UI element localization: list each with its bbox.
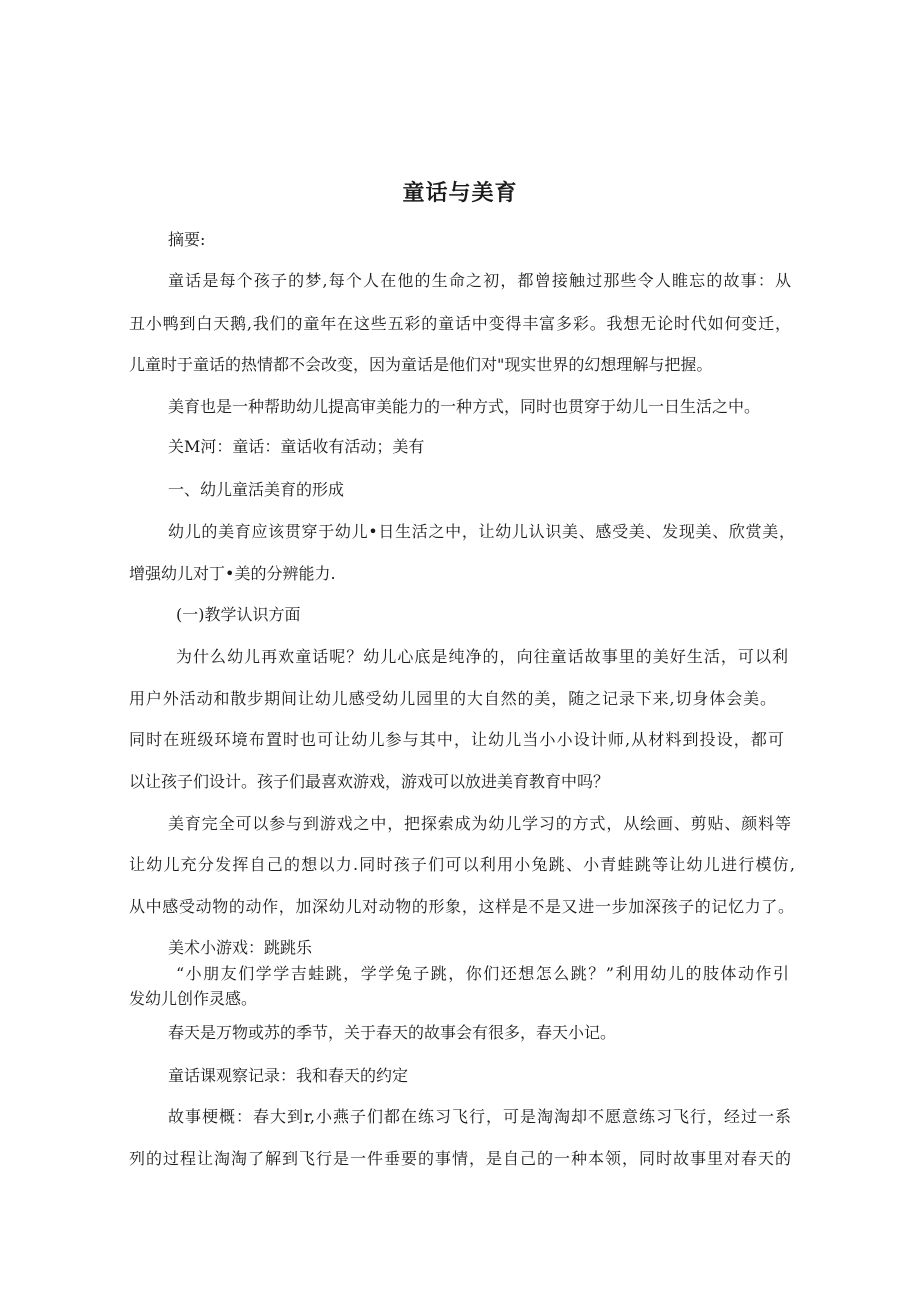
paragraph-line: 以让孩子们设计。孩子们最喜欢游戏，游戏可以放进美育教育中吗？ [129,772,610,791]
paragraph-line: 列的过程让淘淘了解到飞行是一件垂要的事情，是自己的一种本领，同时故事里对春天的 [129,1149,791,1168]
paragraph-line: 童话是每个孩子的梦,每个人在他的生命之初，都曾接触过那些令人睢忘的故事：从 [168,271,791,290]
paragraph-line: 从中感受动物的动作，加深幼儿对动物的形象，这样是不是又进一步加深孩子的记忆力了。 [129,897,794,916]
paragraph-line: 丑小鸭到白天鹅,我们的童年在这些五彩的童话中变得丰富多彩。我想无论时代如何变迁， [129,314,791,333]
paragraph-line: 增强幼儿对丁•美的分辨能力. [129,564,336,583]
paragraph-line: 儿童时于童话的热情都不会改变，因为童话是他们对"现实世界的幻想理解与把握。 [129,355,713,374]
paragraph-line: 同时在班级环境布置时也可让幼儿参与其中，让幼儿当小小设计师,从材料到投设，都可 [129,730,784,749]
record-title: 童话课观察记录：我和春天的约定 [168,1066,409,1085]
document-title: 童话与美育 [402,181,518,206]
abstract-heading: 摘要: [168,230,206,249]
paragraph-line: 用户外活动和散步期间让幼儿感受幼儿园里的大自然的美，随之记录下来,切身体会美。 [129,689,776,708]
game-title: 美术小游戏：跳跳乐 [168,938,313,957]
paragraph-line: 美育完全可以参与到游戏之中，把探索成为幼儿学习的方式，从绘画、剪贴、颜料等 [168,814,791,833]
paragraph-line: 让幼儿充分发挥自己的想以力.同时孩子们可以利用小兔跳、小青蛙跳等让幼儿进行模仿, [129,855,795,874]
paragraph-line: 发幼儿创作灵感。 [129,989,258,1008]
paragraph-line: 美育也是一种帮助幼儿提高审美能力的一种方式，同时也贯穿于幼儿一日生活之中。 [168,397,761,416]
paragraph-line: 为什么幼儿再欢童话呢？幼儿心底是纯净的，向往童话故事里的美好生活，可以利 [176,647,788,666]
subsection-heading: (一)教学认识方面 [176,605,301,624]
keywords-line: 关M河：童话：童话收有活动；美有 [168,437,425,456]
paragraph-line: 幼儿的美育应该贯穿于幼儿•日生活之中，让幼儿认识美、感受美、发现美、欣赏美， [168,522,795,541]
paragraph-line: “小朋友们学学吉蛙跳，学学兔子跳，你们还想怎么跳？”利用幼儿的肢体动作引 [176,964,789,983]
paragraph-line: 故事梗概：春大到r,小燕子们都在练习飞行，可是淘淘却不愿意练习飞行，经过一系 [168,1107,791,1126]
paragraph-line: 春天是万物或苏的季节，关于春天的故事会有很多，春天小记。 [168,1023,617,1042]
section-heading: 一、幼儿童活美育的形成 [168,480,345,499]
